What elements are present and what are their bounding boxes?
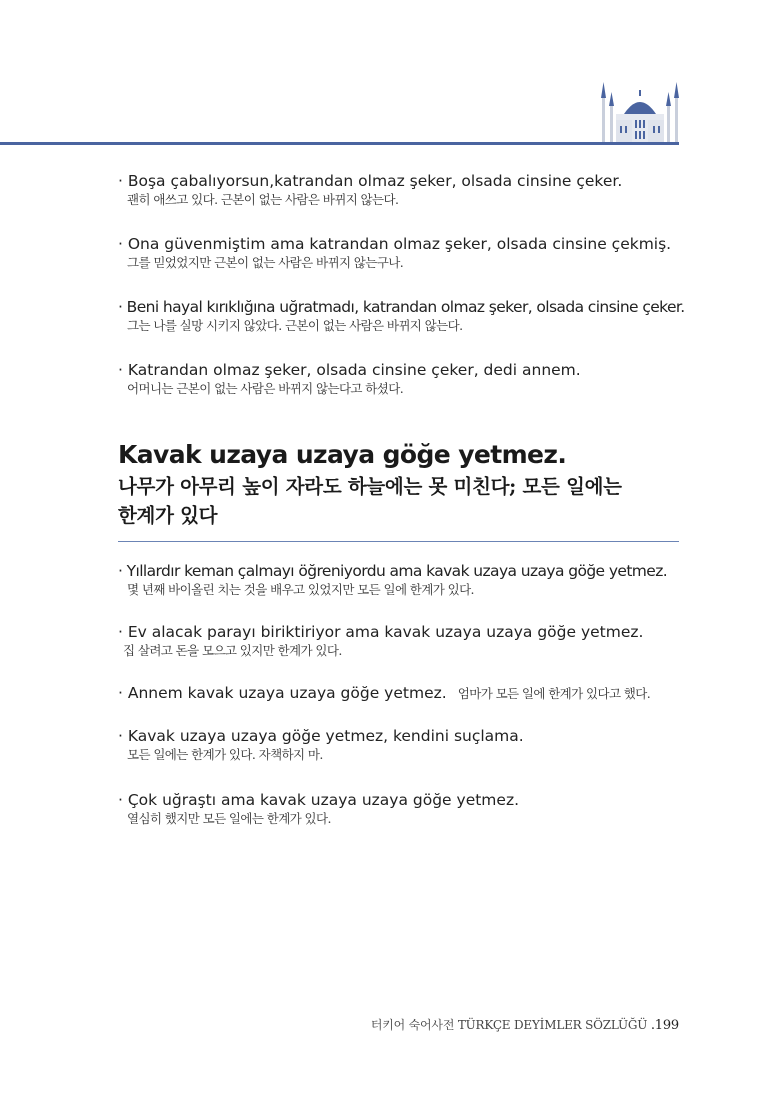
page-number: .199 bbox=[650, 1018, 679, 1033]
example-turkish: · Beni hayal kırıklığına uğratmadı, katrandan olmaz şeker, olsada cinsine çeker. bbox=[118, 298, 685, 316]
example-turkish: · Yıllardır keman çalmayı öğreniyordu ama kavak uzaya uzaya göğe yetmez. bbox=[118, 562, 668, 580]
example-entry bbox=[118, 297, 688, 360]
example-turkish: · Annem kavak uzaya uzaya göğe yetmez. bbox=[118, 684, 447, 702]
examples-section-1 bbox=[118, 171, 688, 398]
example-turkish: · Ev alacak parayı biriktiriyor ama kavak uzaya uzaya göğe yetmez. bbox=[118, 623, 644, 641]
idiom-heading bbox=[118, 438, 688, 530]
example-entry bbox=[118, 561, 688, 622]
example-turkish: · Çok uğraştı ama kavak uzaya uzaya göğe yetmez. bbox=[118, 791, 520, 809]
example-entry bbox=[118, 622, 688, 683]
idiom-korean-line-1: 나무가 아무리 높이 자라도 하늘에는 못 미친다; 모든 일에는 bbox=[118, 475, 622, 498]
example-korean: 엄마가 모든 일에 한계가 있다고 했다. bbox=[457, 686, 651, 701]
example-korean: 그는 나를 실망 시키지 않았다. 근본이 없는 사람은 바뀌지 않는다. bbox=[127, 318, 463, 333]
example-entry bbox=[118, 360, 688, 398]
section-divider bbox=[118, 541, 679, 542]
header-rule bbox=[0, 142, 679, 145]
example-turkish: · Katrandan olmaz şeker, olsada cinsine çeker, dedi annem. bbox=[118, 361, 581, 379]
example-korean: 열심히 했지만 모든 일에는 한계가 있다. bbox=[127, 811, 331, 826]
page-footer bbox=[371, 1016, 679, 1033]
example-entry bbox=[118, 171, 688, 234]
example-entry bbox=[118, 234, 688, 297]
example-korean: 괜히 애쓰고 있다. 근본이 없는 사람은 바뀌지 않는다. bbox=[127, 192, 399, 207]
example-turkish: · Ona güvenmiştim ama katrandan olmaz şeker, olsada cinsine çekmiş. bbox=[118, 235, 672, 253]
example-entry bbox=[118, 790, 688, 828]
example-turkish: · Boşa çabalıyorsun,katrandan olmaz şeker, olsada cinsine çeker. bbox=[118, 172, 623, 190]
footer-title: 터키어 숙어사전 TÜRKÇE DEYİMLER SÖZLÜĞÜ bbox=[370, 1018, 648, 1032]
example-korean: 어머니는 근본이 없는 사람은 바뀌지 않는다고 하셨다. bbox=[127, 381, 404, 396]
example-entry bbox=[118, 726, 688, 790]
examples-section-2 bbox=[118, 561, 688, 828]
mosque-icon bbox=[598, 76, 682, 144]
idiom-turkish: Kavak uzaya uzaya göğe yetmez. bbox=[118, 440, 567, 469]
example-korean: 그를 믿었었지만 근본이 없는 사람은 바뀌지 않는구나. bbox=[127, 255, 404, 270]
example-entry bbox=[118, 683, 688, 726]
idiom-korean-line-2: 한계가 있다 bbox=[118, 504, 218, 527]
example-korean: 집 살려고 돈을 모으고 있지만 한계가 있다. bbox=[123, 643, 342, 658]
example-korean: 모든 일에는 한계가 있다. 자책하지 마. bbox=[127, 747, 323, 762]
example-turkish: · Kavak uzaya uzaya göğe yetmez, kendini suçlama. bbox=[118, 727, 524, 745]
example-korean: 몇 년째 바이올린 치는 것을 배우고 있었지만 모든 일에 한계가 있다. bbox=[127, 582, 474, 597]
